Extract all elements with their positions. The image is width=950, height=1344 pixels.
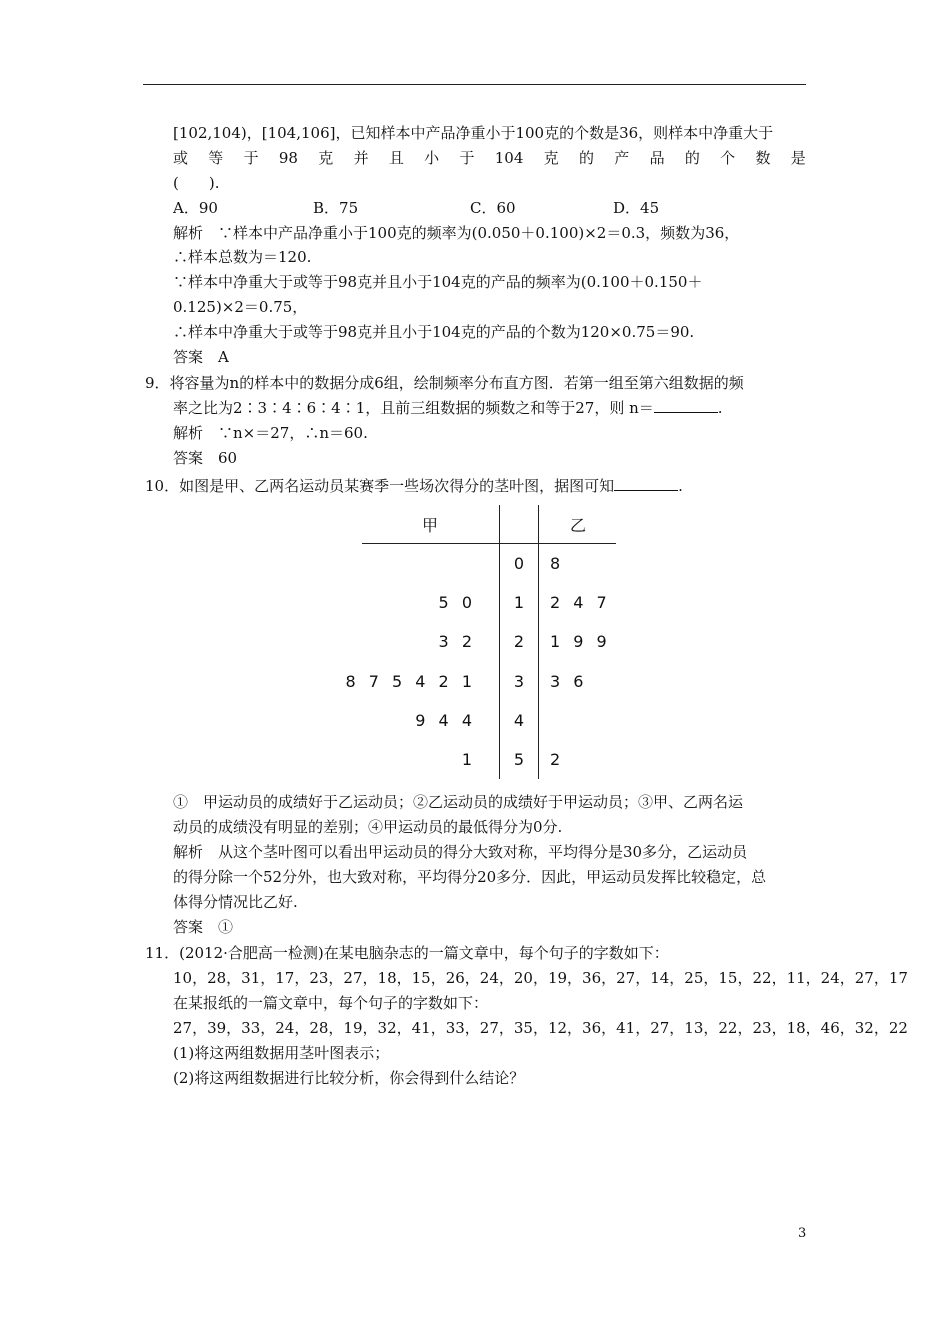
header-rule (143, 84, 806, 85)
q8-option-d: D．45 (613, 199, 660, 217)
q8-line2-word: 克 (318, 149, 334, 167)
q8-line3: ( ). (173, 174, 220, 192)
leaf-right-row-2: 1 9 9 (550, 632, 611, 651)
header-jia: 甲 (422, 516, 439, 535)
q10-line1: 10．如图是甲、乙两名运动员某赛季一些场次得分的茎叶图，据图可知 . (145, 477, 683, 495)
q10-answer-blank (614, 476, 678, 491)
q9-answer: 答案 60 (173, 449, 238, 467)
q8-option-a: A．90 (173, 199, 218, 217)
leaf-right-row-0: 8 (550, 554, 565, 573)
q11-line3: 在某报纸的一篇文章中，每个句子的字数如下： (173, 994, 489, 1012)
leaf-left-row-3: 8 7 5 4 2 1 (345, 672, 476, 691)
q11-part1: (1)将这两组数据用茎叶图表示； (173, 1044, 390, 1062)
q8-line2-word: 个 (720, 149, 736, 167)
q10-analysis-2: 的得分除一个52分外，也大致对称，平均得分20多分．因此，甲运动员发挥比较稳定，总 (173, 868, 767, 886)
q9-line1: 9．将容量为n的样本中的数据分成6组，绘制频率分布直方图．若第一组至第六组数据的频 (145, 374, 744, 392)
q8-analysis-1: 解析 ∵样本中产品净重小于100克的频率为(0.050＋0.100)×2＝0.3，频数为36， (173, 224, 740, 242)
q8-option-b: B．75 (313, 199, 359, 217)
leaf-left-row-2: 3 2 (438, 632, 476, 651)
q9-answer-blank (654, 398, 718, 413)
q9-line2-text: 率之比为2∶3∶4∶6∶4∶1，且前三组数据的频数之和等于27，则 n＝ (173, 399, 654, 417)
q8-line2-word: 104 (494, 149, 524, 167)
stem-row-5: 5 (513, 750, 525, 769)
q8-line2-word: 等 (208, 149, 224, 167)
q8-line2-word: 的 (684, 149, 700, 167)
q8-analysis-5: ∴样本中净重大于或等于98克并且小于104克的产品的个数为120×0.75＝90. (173, 323, 695, 341)
header-yi: 乙 (570, 516, 587, 535)
q8-analysis-3: ∵样本中净重大于或等于98克并且小于104克的产品的频率为(0.100＋0.150＋ (173, 273, 703, 291)
q8-analysis-4: 0.125)×2＝0.75， (173, 298, 308, 316)
q10-line1-text: 10．如图是甲、乙两名运动员某赛季一些场次得分的茎叶图，据图可知 (145, 477, 615, 495)
leaf-right-row-3: 3 6 (550, 672, 588, 691)
q11-data-newspaper: 27，39，33，24，28，19，32，41，33，27，35，12，36，41，27，13，22，23，18，46，32，22 (173, 1019, 908, 1037)
q8-line2-word: 产 (614, 149, 630, 167)
q10-analysis-1: 解析 从这个茎叶图可以看出甲运动员的得分大致对称，平均得分是30多分，乙运动员 (173, 843, 748, 861)
q8-line2 (173, 148, 806, 168)
stem-right-divider (538, 505, 539, 779)
q11-part2: (2)将这两组数据进行比较分析，你会得到什么结论？ (173, 1069, 525, 1087)
q9-analysis: 解析 ∵n×＝27，∴n＝60. (173, 424, 368, 442)
q8-answer: 答案 A (173, 348, 229, 366)
stem-left-divider (499, 505, 500, 779)
leaf-left-row-5: 1 (461, 750, 476, 769)
q8-line2-word: 品 (649, 149, 665, 167)
q8-option-c: C．60 (470, 199, 516, 217)
q8-line2-word: 小 (424, 149, 440, 167)
leaf-left-row-4: 9 4 4 (415, 711, 476, 730)
stem-row-4: 4 (513, 711, 525, 730)
stem-leaf-plot (345, 505, 616, 779)
q8-line2-word: 是 (790, 149, 806, 167)
q10-options-1: ① 甲运动员的成绩好于乙运动员；②乙运动员的成绩好于甲运动员；③甲、乙两名运 (173, 793, 744, 811)
q8-line2-word: 于 (459, 149, 475, 167)
header-divider (362, 543, 616, 544)
stem-row-1: 1 (513, 593, 525, 612)
q10-answer: 答案 ① (173, 918, 234, 936)
q9-line2: 率之比为2∶3∶4∶6∶4∶1，且前三组数据的频数之和等于27，则 n＝ . (173, 399, 723, 417)
q8-line2-word: 98 (278, 149, 298, 167)
stem-row-2: 2 (513, 632, 525, 651)
q10-analysis-3: 体得分情况比乙好. (173, 893, 298, 911)
leaf-left-row-1: 5 0 (438, 593, 476, 612)
q8-line2-word: 且 (388, 149, 404, 167)
leaf-right-row-1: 2 4 7 (550, 593, 611, 612)
q11-data-magazine: 10，28，31，17，23，27，18，15，26，24，20，19，36，27，14，25，15，22，11，24，27，17 (173, 969, 908, 987)
stem-row-3: 3 (513, 672, 525, 691)
q10-options-2: 动员的成绩没有明显的差别；④甲运动员的最低得分为0分. (173, 818, 563, 836)
q8-line2-word: 的 (578, 149, 594, 167)
q8-line2-word: 数 (755, 149, 771, 167)
q11-line1: 11．(2012·合肥高一检测)在某电脑杂志的一篇文章中，每个句子的字数如下： (145, 944, 669, 962)
q8-line2-word: 于 (243, 149, 259, 167)
stem-row-0: 0 (513, 554, 525, 573)
page-number: 3 (798, 1226, 807, 1241)
q8-line2-word: 或 (173, 149, 189, 167)
q8-line1: [102,104)，[104,106]，已知样本中产品净重小于100克的个数是36，则样本中净重大于 (173, 124, 774, 142)
q8-line2-word: 克 (543, 149, 559, 167)
q8-line2-word: 并 (353, 149, 369, 167)
leaf-right-row-5: 2 (550, 750, 565, 769)
q8-analysis-2: ∴样本总数为＝120. (173, 248, 312, 266)
